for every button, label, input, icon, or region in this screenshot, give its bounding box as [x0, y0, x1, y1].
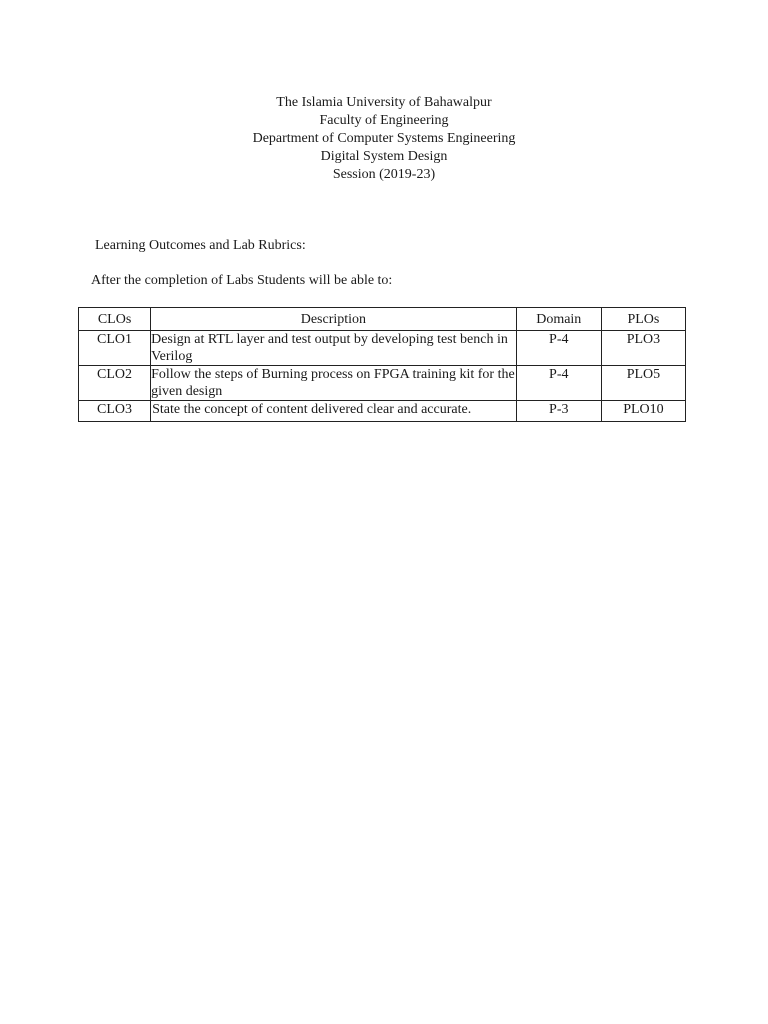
- description-cell: Follow the steps of Burning process on FPGA training kit for the given design: [151, 367, 515, 399]
- domain-cell: P-4: [516, 331, 601, 366]
- course-name: Digital System Design: [320, 149, 448, 164]
- header-description: Description: [151, 308, 517, 331]
- table-row: [79, 331, 686, 366]
- session-label: Session (2019-23): [332, 167, 436, 182]
- description-cell: State the concept of content delivered clear and accurate.: [151, 401, 517, 422]
- table-row: [79, 366, 686, 401]
- clo-cell: CLO1: [79, 331, 151, 366]
- header-clos: CLOs: [79, 308, 151, 331]
- description-cell: Design at RTL layer and test output by developing test bench in Verilog: [151, 331, 517, 366]
- plo-cell: PLO10: [601, 401, 685, 422]
- document-header: [0, 94, 768, 184]
- table-row: [79, 401, 686, 422]
- clo-cell: CLO2: [79, 366, 151, 401]
- department-name: Department of Computer Systems Engineering: [252, 131, 516, 146]
- section-title: Learning Outcomes and Lab Rubrics:: [95, 238, 306, 253]
- clo-table: [78, 307, 686, 422]
- faculty-name: Faculty of Engineering: [319, 113, 449, 128]
- university-name: The Islamia University of Bahawalpur: [276, 95, 492, 110]
- domain-cell: P-3: [516, 401, 601, 422]
- clo-cell: CLO3: [79, 401, 151, 422]
- domain-cell: P-4: [516, 366, 601, 401]
- header-domain: Domain: [516, 308, 601, 331]
- header-plos: PLOs: [601, 308, 685, 331]
- plo-cell: PLO5: [601, 366, 685, 401]
- intro-text: After the completion of Labs Students will be able to:: [91, 273, 393, 288]
- plo-cell: PLO3: [601, 331, 685, 366]
- table-header-row: [79, 308, 686, 331]
